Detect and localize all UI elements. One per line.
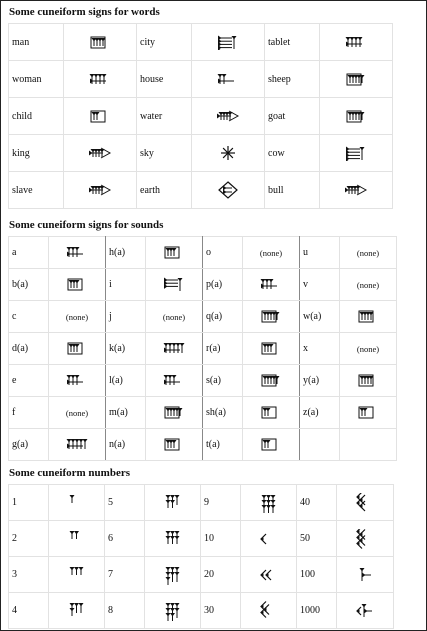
cuneiform-sign-icon: [65, 277, 89, 292]
no-sign-note: (none): [49, 301, 106, 333]
sound-sign-cell: [243, 397, 300, 429]
sound-sign-cell: [146, 237, 203, 269]
number-sign-cell: [337, 557, 394, 593]
numeral-sign-icon: [257, 529, 281, 549]
numeral-sign-icon: [353, 529, 377, 549]
sound-label: s(a): [203, 365, 243, 397]
sound-sign-cell: [340, 397, 397, 429]
sound-label: d(a): [9, 333, 49, 365]
word-sign-cell: [64, 61, 137, 98]
number-sign-cell: [241, 593, 297, 629]
number-sign-cell: [49, 485, 105, 521]
earth-sign-icon: [218, 181, 238, 199]
no-sign-note: (none): [340, 333, 397, 365]
number-sign-cell: [241, 557, 297, 593]
word-sign-cell: [192, 172, 265, 209]
cuneiform-sign-icon: [88, 35, 112, 50]
sound-label: t(a): [203, 429, 243, 461]
table-row: [9, 98, 393, 135]
no-sign-note: (none): [340, 237, 397, 269]
sound-label: h(a): [106, 237, 146, 269]
sound-label: [300, 429, 340, 461]
numeral-sign-icon: [354, 601, 376, 621]
number-label: 2: [9, 521, 49, 557]
cuneiform-sign-icon: [88, 72, 112, 87]
word-label: cow: [265, 135, 320, 172]
number-sign-cell: [49, 521, 105, 557]
sound-sign-cell: [340, 301, 397, 333]
sound-label: g(a): [9, 429, 49, 461]
sound-sign-cell: [243, 429, 300, 461]
table-row: [9, 135, 393, 172]
sound-label: sh(a): [203, 397, 243, 429]
table-row: [9, 24, 393, 61]
cuneiform-sign-icon: [356, 405, 380, 420]
no-sign-note: (none): [243, 237, 300, 269]
table-row: [9, 485, 394, 521]
table-row: [9, 521, 394, 557]
table-row: [9, 269, 397, 301]
sound-sign-cell: [49, 269, 106, 301]
numeral-sign-icon: [164, 493, 182, 513]
number-label: 1000: [297, 593, 337, 629]
sound-label: x: [300, 333, 340, 365]
cuneiform-sign-icon: [65, 341, 89, 356]
cuneiform-sign-icon: [65, 437, 89, 452]
cuneiform-sign-icon: [88, 146, 112, 161]
numeral-sign-icon: [68, 601, 86, 621]
numbers-table: [8, 484, 394, 629]
cuneiform-sign-icon: [344, 146, 368, 161]
sound-label: k(a): [106, 333, 146, 365]
cuneiform-sign-icon: [344, 109, 368, 124]
word-label: house: [137, 61, 192, 98]
star-sign-icon: [218, 145, 238, 161]
number-sign-cell: [49, 593, 105, 629]
word-sign-cell: [192, 135, 265, 172]
number-sign-cell: [337, 593, 394, 629]
word-sign-cell: [320, 135, 393, 172]
word-sign-cell: [64, 135, 137, 172]
table-row: [9, 237, 397, 269]
word-label: king: [9, 135, 64, 172]
number-label: 1: [9, 485, 49, 521]
numeral-sign-icon: [257, 565, 281, 585]
sound-sign-cell: [243, 333, 300, 365]
table-row: [9, 593, 394, 629]
numeral-sign-icon: [353, 493, 377, 513]
sound-label: m(a): [106, 397, 146, 429]
cuneiform-sign-icon: [216, 109, 240, 124]
sound-label: f: [9, 397, 49, 429]
number-sign-cell: [241, 521, 297, 557]
number-sign-cell: [49, 557, 105, 593]
cuneiform-sign-icon: [162, 341, 186, 356]
word-sign-cell: [320, 172, 393, 209]
sound-label: c: [9, 301, 49, 333]
number-label: 100: [297, 557, 337, 593]
table-row: [9, 61, 393, 98]
sound-sign-cell: [146, 429, 203, 461]
word-sign-cell: [320, 24, 393, 61]
numeral-sign-icon: [164, 529, 182, 549]
word-label: bull: [265, 172, 320, 209]
no-sign-note: (none): [49, 397, 106, 429]
sound-label: e: [9, 365, 49, 397]
cuneiform-sign-icon: [65, 245, 89, 260]
numeral-sign-icon: [164, 565, 182, 585]
word-label: water: [137, 98, 192, 135]
sound-sign-cell: [146, 397, 203, 429]
cuneiform-sign-icon: [356, 309, 380, 324]
word-sign-cell: [192, 61, 265, 98]
sound-label: l(a): [106, 365, 146, 397]
cuneiform-sign-icon: [88, 109, 112, 124]
word-label: child: [9, 98, 64, 135]
sound-label: b(a): [9, 269, 49, 301]
number-label: 6: [105, 521, 145, 557]
numeral-sign-icon: [260, 493, 278, 513]
sound-label: a: [9, 237, 49, 269]
word-label: sky: [137, 135, 192, 172]
number-sign-cell: [337, 521, 394, 557]
number-label: 4: [9, 593, 49, 629]
cuneiform-sign-icon: [259, 437, 283, 452]
cuneiform-sign-icon: [259, 309, 283, 324]
sound-sign-cell: [243, 301, 300, 333]
numeral-sign-icon: [68, 529, 86, 549]
cuneiform-sign-icon: [216, 72, 240, 87]
word-sign-cell: [320, 61, 393, 98]
sound-sign-cell: [49, 237, 106, 269]
words-table: [8, 23, 393, 209]
number-label: 9: [201, 485, 241, 521]
number-sign-cell: [145, 485, 201, 521]
number-label: 7: [105, 557, 145, 593]
words-section-title: Some cuneiform signs for words: [9, 6, 160, 18]
cuneiform-sign-icon: [344, 72, 368, 87]
sound-label: v: [300, 269, 340, 301]
number-sign-cell: [145, 557, 201, 593]
sound-label: i: [106, 269, 146, 301]
cuneiform-sign-icon: [65, 373, 89, 388]
word-sign-cell: [64, 98, 137, 135]
sound-sign-cell: [340, 365, 397, 397]
number-label: 20: [201, 557, 241, 593]
number-sign-cell: [145, 521, 201, 557]
sound-sign-cell: [243, 269, 300, 301]
word-label: goat: [265, 98, 320, 135]
cuneiform-sign-icon: [162, 245, 186, 260]
numeral-sign-icon: [356, 565, 374, 585]
table-row: [9, 429, 397, 461]
sound-label: u: [300, 237, 340, 269]
sound-sign-cell: [146, 269, 203, 301]
word-label: earth: [137, 172, 192, 209]
cuneiform-sign-icon: [162, 405, 186, 420]
no-sign-note: (none): [146, 301, 203, 333]
sound-label: o: [203, 237, 243, 269]
sound-sign-cell: [49, 365, 106, 397]
table-row: [9, 301, 397, 333]
number-label: 5: [105, 485, 145, 521]
word-label: tablet: [265, 24, 320, 61]
number-label: 50: [297, 521, 337, 557]
word-sign-cell: [64, 24, 137, 61]
number-label: 3: [9, 557, 49, 593]
cuneiform-sign-icon: [88, 183, 112, 198]
word-sign-cell: [192, 24, 265, 61]
sound-label: j: [106, 301, 146, 333]
table-row: [9, 557, 394, 593]
table-row: [9, 333, 397, 365]
numeral-sign-icon: [68, 565, 86, 585]
cuneiform-sign-icon: [344, 35, 368, 50]
word-label: city: [137, 24, 192, 61]
word-sign-cell: [64, 172, 137, 209]
numeral-sign-icon: [257, 601, 281, 621]
cuneiform-sign-icon: [162, 373, 186, 388]
table-row: [9, 365, 397, 397]
numeral-sign-icon: [164, 601, 182, 621]
sound-sign-cell: [146, 333, 203, 365]
table-row: [9, 172, 393, 209]
sound-label: n(a): [106, 429, 146, 461]
no-sign-note: (none): [340, 269, 397, 301]
word-label: man: [9, 24, 64, 61]
cuneiform-sign-icon: [162, 437, 186, 452]
number-label: 8: [105, 593, 145, 629]
sounds-table: [8, 236, 397, 461]
number-sign-cell: [145, 593, 201, 629]
number-label: 30: [201, 593, 241, 629]
cuneiform-sign-icon: [259, 277, 283, 292]
sound-label: w(a): [300, 301, 340, 333]
word-label: slave: [9, 172, 64, 209]
cuneiform-sign-icon: [259, 373, 283, 388]
sound-label: r(a): [203, 333, 243, 365]
cuneiform-sign-icon: [216, 35, 240, 50]
sound-label: z(a): [300, 397, 340, 429]
word-sign-cell: [320, 98, 393, 135]
number-sign-cell: [337, 485, 394, 521]
sounds-section-title: Some cuneiform signs for sounds: [9, 219, 164, 231]
number-label: 40: [297, 485, 337, 521]
sound-label: q(a): [203, 301, 243, 333]
empty-cell: [340, 429, 397, 461]
sound-sign-cell: [146, 365, 203, 397]
cuneiform-sign-icon: [259, 405, 283, 420]
sound-label: p(a): [203, 269, 243, 301]
number-sign-cell: [241, 485, 297, 521]
cuneiform-sign-icon: [259, 341, 283, 356]
word-label: woman: [9, 61, 64, 98]
word-sign-cell: [192, 98, 265, 135]
sound-sign-cell: [49, 429, 106, 461]
sound-sign-cell: [49, 333, 106, 365]
sound-label: y(a): [300, 365, 340, 397]
table-row: [9, 397, 397, 429]
cuneiform-sign-icon: [344, 183, 368, 198]
cuneiform-sign-icon: [162, 277, 186, 292]
number-label: 10: [201, 521, 241, 557]
word-label: sheep: [265, 61, 320, 98]
cuneiform-sign-icon: [356, 373, 380, 388]
sound-sign-cell: [243, 365, 300, 397]
numbers-section-title: Some cuneiform numbers: [9, 467, 130, 479]
numeral-sign-icon: [68, 493, 86, 513]
